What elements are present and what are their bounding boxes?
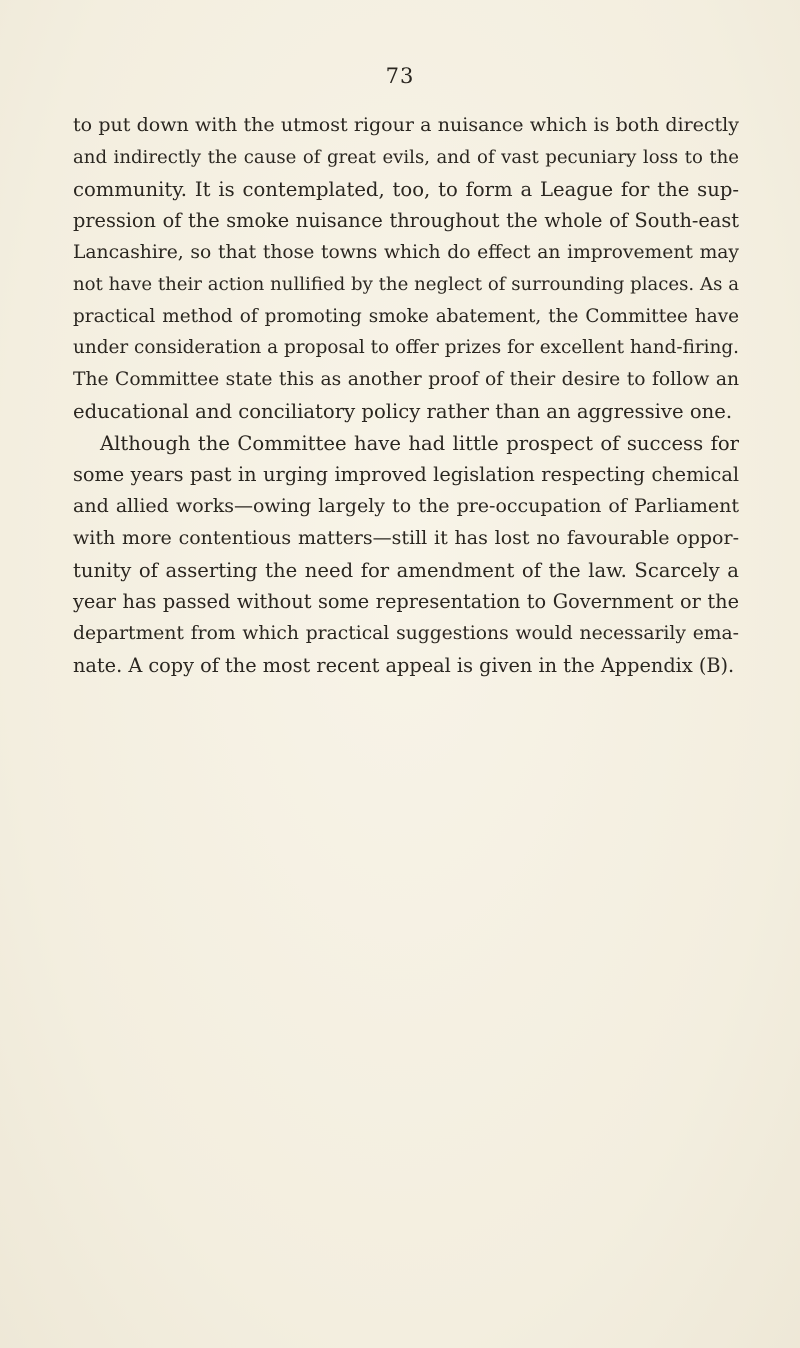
text-line: department from which practical suggestions would necessarily ema- bbox=[73, 623, 739, 644]
text-line: year has passed without some representation to Government or the bbox=[73, 590, 739, 614]
text-line: nate. A copy of the most recent appeal is given in the Appendix (B). bbox=[73, 653, 735, 677]
text-line: practical method of promoting smoke abatement, the Committee have bbox=[73, 305, 739, 327]
text-line: with more contentious matters—still it has lost no favourable oppor- bbox=[73, 526, 739, 549]
text-line: some years past in urging improved legislation respecting chemical bbox=[73, 463, 739, 487]
page-number: 73 bbox=[385, 64, 415, 88]
text-line: to put down with the utmost rigour a nuisance which is both directly bbox=[73, 114, 739, 136]
text-line: and allied works—owing largely to the pre-occupation of Parliament bbox=[73, 495, 739, 517]
text-line: not have their action nullified by the neglect of surrounding places. As a bbox=[73, 273, 739, 295]
text-line: under consideration a proposal to offer prizes for excellent hand-firing. bbox=[73, 337, 739, 359]
text-line: pression of the smoke nuisance throughout the whole of South-east bbox=[73, 209, 739, 233]
body-text bbox=[73, 110, 739, 682]
text-line: Although the Committee have had little prospect of success for bbox=[100, 431, 739, 455]
text-line: The Committee state this as another proof of their desire to follow an bbox=[73, 369, 739, 390]
text-line: community. It is contemplated, too, to form a League for the sup- bbox=[73, 177, 739, 201]
text-line: and indirectly the cause of great evils, and of vast pecuniary loss to the bbox=[73, 146, 739, 168]
text-line: educational and conciliatory policy rather than an aggressive one. bbox=[73, 399, 733, 423]
text-line: tunity of asserting the need for amendment of the law. Scarcely a bbox=[73, 558, 739, 582]
text-line: Lancashire, so that those towns which do effect an improvement may bbox=[73, 242, 739, 263]
